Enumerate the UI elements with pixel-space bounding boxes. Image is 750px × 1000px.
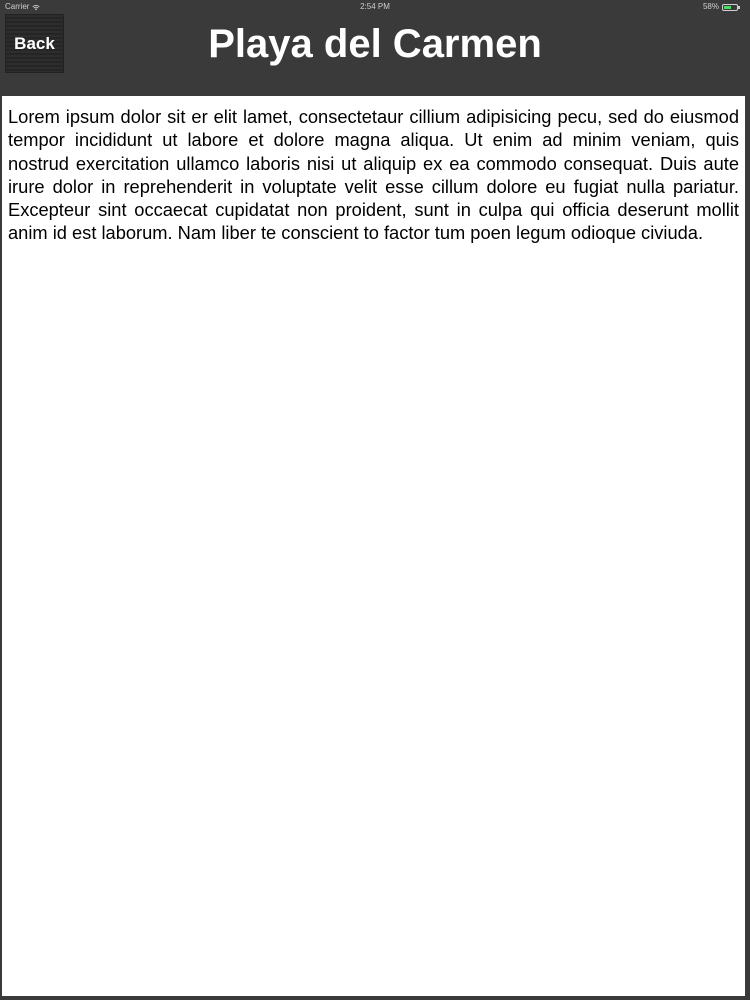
status-bar: [0, 0, 750, 14]
navigation-bar: [0, 14, 750, 88]
status-time: 2:54 PM: [360, 2, 390, 11]
carrier-label: Carrier: [5, 2, 30, 11]
back-button[interactable]: Back: [5, 14, 64, 73]
battery-percent: 58%: [702, 2, 719, 11]
body-text: Lorem ipsum dolor sit er elit lamet, consectetaur cillium adipisicing pecu, sed do eiusmod tempor incididunt ut labore et dolore magna aliqua. Ut enim ad minim veniam, quis nostrud exercitation ullamco laboris nisi ut aliquip ex ea commodo consequat. Duis aute irure dolor in reprehenderit in voluptate velit esse cillum dolore eu fugiat nulla pariatur. Excepteur sint occaecat cupidatat non proident, sunt in culpa qui officia deserunt mollit anim id est laborum. Nam liber te conscient to factor tum poen legum odioque civiuda.: [8, 106, 739, 244]
content-panel: [2, 96, 745, 996]
battery-cap: [738, 6, 740, 9]
page-title: Playa del Carmen: [208, 22, 542, 66]
battery-fill: [724, 6, 731, 9]
status-right: [703, 0, 738, 14]
battery-icon: [722, 4, 738, 11]
